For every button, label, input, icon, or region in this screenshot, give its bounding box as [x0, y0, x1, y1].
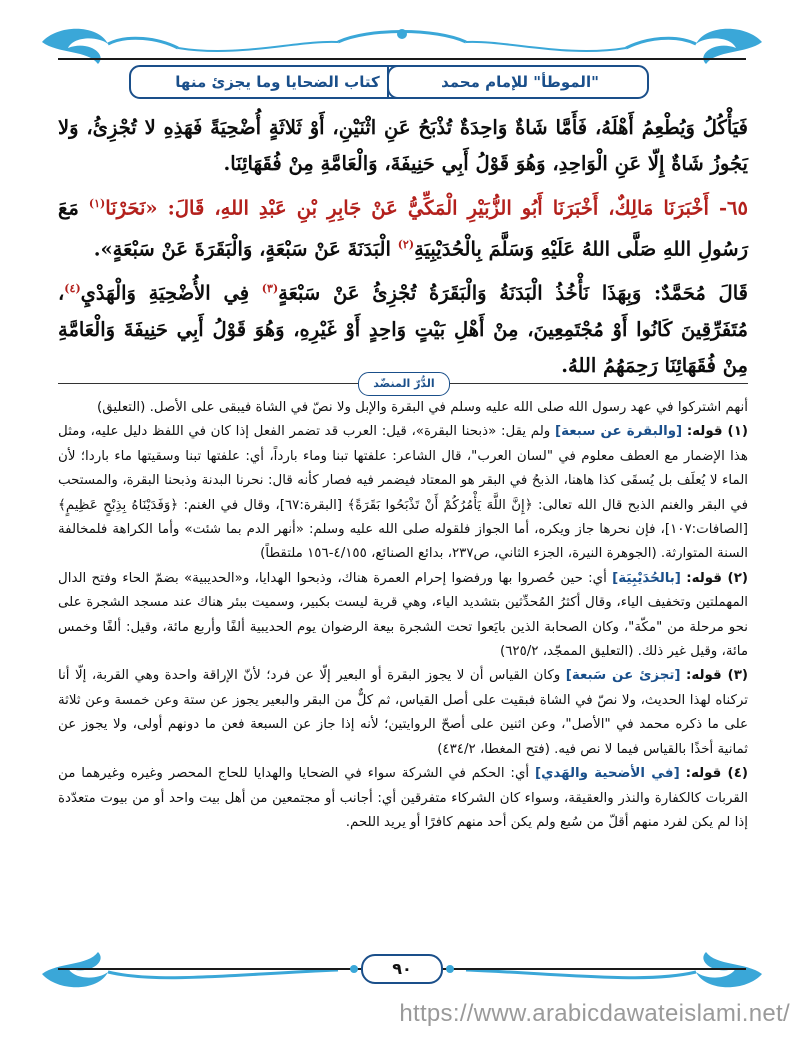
- footnote-ref-2: (٢): [397, 237, 415, 251]
- footnote-ref-3: (٣): [261, 282, 279, 295]
- footnote-4: [58, 762, 748, 835]
- footnote-1-keyword: [والبقرة عن سبعة]: [554, 424, 683, 440]
- footnote-2-text: أي: حين حُصروا بها ورفضوا إحرام العمرة هناك، وذبحوا الهدايا، و«الحديبية» بضمّ الحاء وفتح الدال المهملتين وتخفيف الياء، وقال أكثرُ المُحدِّثين بتشديد الياء، وهي قرية ليست بكبير، وسميت ببئر هناك عند مسجد الشجرة على نحو مرحلة من "مكّة"، وكان الصحابة الذين بايَعوا تحت الشجرة بيعة الرضوان يوم الحديبية ألفًا وأربع مائة، وقيل: ألفًا وخمس مائة، وقيل غير ذلك. (التعليق الممجّد، ٦٢٥/٢): [58, 570, 748, 660]
- commentary-part-1: قَالَ مُحَمَّدٌ: وَبِهَذَا نَأْخُذُ الْبَدَنَةُ وَالْبَقَرَةُ تُجْزِئُ عَنْ سَبْعَةٍ: [278, 281, 748, 305]
- page-footer: [38, 944, 766, 994]
- page-header: [38, 20, 766, 100]
- main-paragraph-1: فَيَأْكُلُ وَيُطْعِمُ أَهْلَهُ، فَأَمَّا شَاةٌ وَاحِدَةٌ تُذْبَحُ عَنِ اثْنَيْنِ، أَوْ ثَلاثَةٍ أُضْحِيَةً فَهَذِهِ لا تُجْزِئُ، وَلا يَجُوزُ شَاةٌ إِلّا عَنِ الْوَاحِدِ، وَهُوَ قَوْلُ أَبِي حَنِيفَةَ، وَالْعَامَّةِ مِنْ فُقَهَائِنَا.: [58, 116, 748, 175]
- source-url-watermark: https://www.arabicdawateislami.net/: [399, 1000, 790, 1027]
- footnote-3: [58, 664, 748, 762]
- hadith-text-part-3: الْبَدَنَةَ عَنْ سَبْعَةٍ، وَالْبَقَرَةَ عَنْ سَبْعَةٍ».: [93, 237, 391, 260]
- footnotes: [58, 396, 748, 835]
- footnote-continuation: أنهم اشتركوا في عهد رسول الله صلى الله عليه وسلم في البقرة والإبل ولا نصّ في الشاة فيبقى على الأصل. (التعليق): [96, 400, 748, 415]
- footnote-4-number: (٤) قوله:: [685, 766, 748, 782]
- footnote-3-number: (٣) قوله:: [686, 668, 748, 684]
- footnote-ref-1: (١): [88, 197, 106, 210]
- footnote-2-number: (٢) قوله:: [686, 570, 748, 586]
- footnote-1-text: ولم يقل: «ذبحنا البقرة»، قيل: العرب قد تضمر الفعل إذا كان في اللفظ دليل عليه، ومثل هذا الإضمار مع العطف معلوم في "لسان العرب"، قال الشاعر: علفتها تبنا وماء بارداً، أي: علفتها تبنا وسقيتها ماء باردا؛ لأن الماء لا يُعلَف بل يُسقَى كذا هاهنا، الذبحُ في البقر هو المعتاد فيضمر فيه فصار كأنه قال: نحرنا البدنة وذبحنا البقرة، والمستحب في البقر والغنم الذبح قال الله تعالى: ﴿إِنَّ اللَّهَ يَأْمُرُكُمْ أَنْ تَذْبَحُوا بَقَرَةً﴾ [البقرة:٦٧]، وقال في الغنم: ﴿وَفَدَيْنَاهُ بِذِبْحٍ عَظِيمٍ﴾ [الصافات:١٠٧]، فإن نحرها جاز ويكره، أما الجواز فلقوله صلى الله عليه وسلم: «أنهر الدم بما شئت» وأما الكراهة فلمخالفة السنة المتوارثة. (الجوهرة النيرة، الجزء الثاني، ص٢٣٧، بدائع الصنائع، ٤/١٥٥-١٥٦ ملتقطاً): [58, 424, 748, 562]
- footnote-ref-4: (٤): [64, 282, 81, 295]
- commentary-part-2: فِي الأُضْحِيَةِ وَالْهَدْيِ: [80, 281, 250, 305]
- page-number: ٩٠: [392, 959, 412, 978]
- notes-divider: [58, 372, 748, 396]
- main-text: [58, 110, 748, 388]
- main-paragraph-2: [58, 186, 748, 267]
- footnote-1-number: (١) قوله:: [686, 424, 748, 440]
- footnote-4-keyword: [في الأضحية والهَدي]: [535, 766, 680, 782]
- main-paragraph-3: [58, 271, 748, 384]
- hadith-text-part-2: مَعَ رَسُولِ اللهِ صَلَّى اللهُ عَلَيْهِ وَسَلَّمَ بِالْحُدَيْبِيَةِ: [58, 196, 748, 260]
- footnote-4-text: أي: الحكم في الشركة سواء في الضحايا والهدايا للحاج المحصر وغيره وغيرهما من القربات كالكفارة والنذر والعقيقة، وسواء كان الشركاء متفرقين أي: أجانب أو مجتمعين من أهل بيت واحد أو من بيوت متعدّدة إذا لم يكن لفرد منهم أقلّ من سُبع ولم يكن أحد منهم كافرًا أو يريد اللحم.: [58, 766, 748, 830]
- footnote-3-text: وكان القياس أن لا يجوز البقرة أو البعير إلّا عن فرد؛ لأنّ الإراقة واحدة وهي القربة، إلّا أنا تركناه لهذا الحديث، ولا نصّ في الشاة فبقيت على أصل القياس، ثم كلٌّ من البقر والبعير يجوز عن ستة وعن خمسة وعن ثلاثة على ما ذكره محمد في "الأصل"، وعن اثنين على أصحّ الروايتين؛ لأنه إذا جاز عن السبعة فعن ما دونهم أولى، ولا يجوز عن ثمانية أخذًا بالقياس فيما لا نص فيه. (فتح المغطا، ٤٣٤/٢): [58, 668, 748, 757]
- book-title: "الموطأ" للإمام محمد: [441, 73, 599, 91]
- hadith-text-part-1: ٦٥- أَخْبَرَنَا مَالِكٌ، أَخْبَرَنَا أَبُو الزُّبَيْرِ الْمَكِّيُّ عَنْ جَابِرِ بْنِ عَبْدِ اللهِ، قَالَ: «نَحَرْنَا: [105, 196, 748, 220]
- notes-section-badge: الدُّرّ المنضّد: [358, 372, 450, 396]
- chapter-title: كتاب الضحايا وما يجزئ منها: [175, 73, 380, 91]
- footnote-3-keyword: [تجزئ عن سَبعة]: [565, 668, 681, 684]
- footnote-1: [58, 420, 748, 566]
- commentary-part-3: ، مُتَفَرِّقِينَ كَانُوا أَوْ مُجْتَمِعِينَ، مِنْ أَهْلِ بَيْتٍ وَاحِدٍ أَوْ غَيْرِهِ، وَهُوَ قَوْلُ أَبِي حَنِيفَةَ وَالْعَامَّةِ مِنْ فُقَهَائِنَا رَحِمَهُمُ اللهُ.: [58, 281, 748, 377]
- footnote-2-keyword: [بالحُدَيْبِيَة]: [612, 570, 681, 586]
- header-ornament: [38, 20, 766, 100]
- footnote-2: [58, 567, 748, 665]
